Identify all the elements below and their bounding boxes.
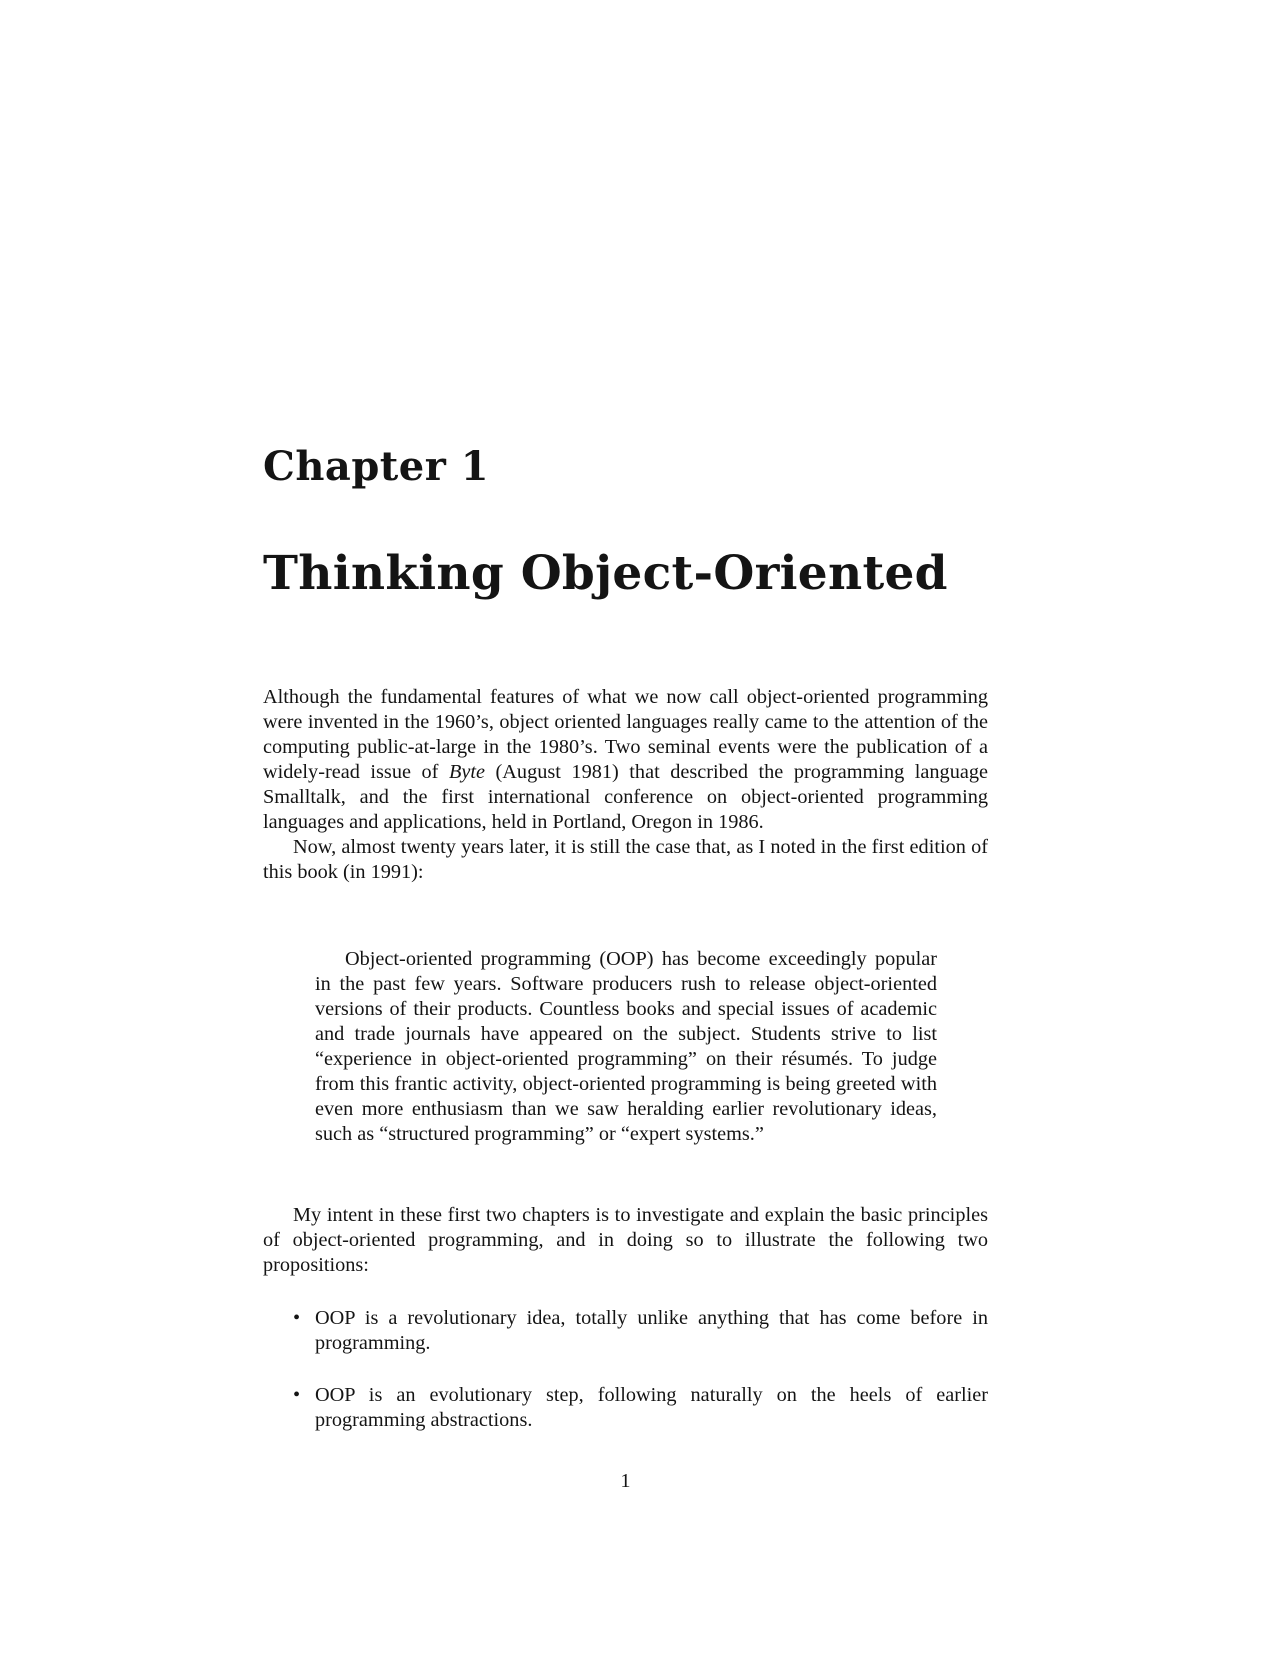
- intro-text-before-italic: Although the fundamental features of what we now call object-oriented programming were invented in the 1960’s, object oriented languages really came to the attention of the computing public-at-large in the 1980’s. Two seminal events were the publication of a widely-read issue of: [263, 686, 988, 783]
- chapter-label: Chapter 1: [263, 443, 490, 490]
- bullet-icon: •: [293, 1307, 301, 1329]
- proposition-text: OOP is a revolutionary idea, totally unlike anything that has come before in programming.: [315, 1307, 988, 1354]
- list-item: [263, 1306, 988, 1356]
- intro-paragraph-2: Now, almost twenty years later, it is still the case that, as I noted in the first edition of this book (in 1991):: [263, 836, 988, 883]
- proposition-text: OOP is an evolutionary step, following naturally on the heels of earlier programming abstractions.: [315, 1384, 988, 1431]
- page-number: 1: [620, 1470, 631, 1492]
- byte-magazine-title: Byte: [448, 761, 485, 783]
- bullet-icon: •: [293, 1384, 301, 1406]
- propositions-list: [263, 1306, 988, 1460]
- intro-section: [263, 685, 988, 885]
- block-quote: [315, 947, 937, 1147]
- intro-text-after-italic: (August 1981) that described the programming language Smalltalk, and the first international conference on object-oriented programming languages and applications, held in Portland, Oregon in 1986.: [263, 761, 988, 833]
- chapter-title: Thinking Object-Oriented: [263, 546, 948, 601]
- intro-paragraph-1: [263, 685, 988, 835]
- intent-paragraph: My intent in these first two chapters is to investigate and explain the basic principles of object-oriented programming, and in doing so to illustrate the following two propositions:: [263, 1204, 988, 1276]
- quote-text: Object-oriented programming (OOP) has become exceedingly popular in the past few years. Software producers rush to release object-oriented versions of their products. Countless books and special issues of academic and trade journals have appeared on the subject. Students strive to list “experience in object-oriented programming” on their résumés. To judge from this frantic activity, object-oriented programming is being greeted with even more enthusiasm than we saw heralding earlier revolutionary ideas, such as “structured programming” or “expert systems.”: [315, 948, 937, 1145]
- intent-section: [263, 1203, 988, 1278]
- list-item: [263, 1383, 988, 1433]
- book-page: [263, 0, 988, 1656]
